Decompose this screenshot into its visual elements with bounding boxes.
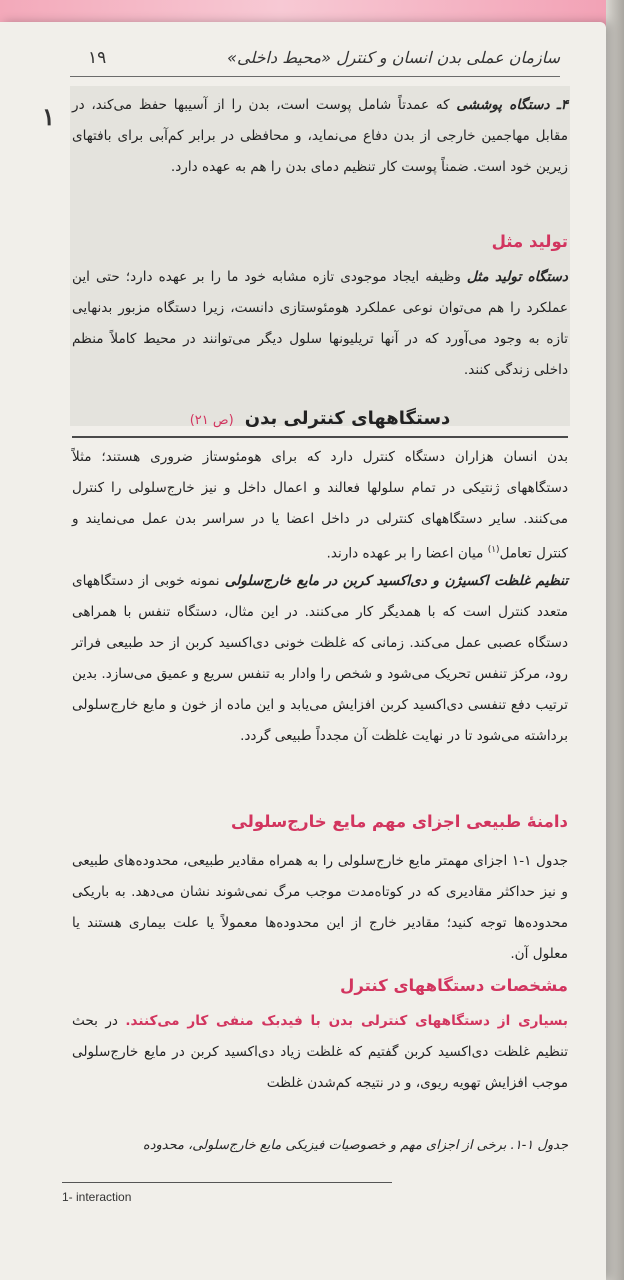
control-systems-title: دستگاههای کنترلی بدن [244,408,451,429]
control-systems-page-ref: (ص ۲۱) [189,413,234,428]
characteristics-lead: بسیاری از دستگاههای کنترلی بدن با فیدبک منفی کار می‌کنند. [125,1013,568,1029]
characteristics-paragraph [72,1006,568,1099]
item-4-text: که عمدتاً شامل پوست است، بدن را از آسیبها حفظ می‌کند، در مقابل مهاجمین خارجی از بدن دفاع می‌نماید، و محافظی در برابر کم‌آبی برای بافتهای زیرین خود است. ضمناً پوست کار تنظیم دمای بدن را هم به عهده دارد. [72,97,568,175]
reproduction-text: وظیفه ایجاد موجودی تازه مشابه خود ما را بر عهده دارد؛ حتی این عملکرد را هم می‌توان نوعی عملکرد هومئوستازی دانست، زیرا دستگاه مزبور بدنهایی تازه به وجود می‌آورد که در آنها تریلیونها سلول دیگر می‌توانند در محیط کاملاً منظم داخلی زندگی کنند. [72,269,568,378]
normal-range-paragraph [72,846,568,970]
footnote-marker: (۱) [487,545,500,555]
normal-range-heading: دامنهٔ طبیعی اجزای مهم مایع خارج‌سلولی [230,812,568,831]
characteristics-heading: مشخصات دستگاههای کنترل [340,976,568,995]
control-systems-paragraph-1 [72,442,568,570]
reproduction-heading: تولید مثل [491,232,568,251]
normal-range-text: جدول ۱-۱ اجزای مهمتر مایع خارج‌سلولی را به همراه مقادیر طبیعی، محدوده‌های طبیعی و نیز حداکثر مقادیری که در کوتاه‌مدت موجب مرگ نمی‌شوند نشان می‌دهد. به باریکی محدوده‌ها توجه کنید؛ مقادیر خارج از این محدوده‌ها معمولاً یا علت بیماری هستند یا معلول آن. [72,853,568,962]
table-caption-text: جدول ۱-۱. برخی از اجزای مهم و خصوصیات فیزیکی مایع خارج‌سلولی، محدوده [142,1138,568,1153]
characteristics-text: در بحث تنظیم غلظت دی‌اکسید کربن گفتیم که غلظت زیاد دی‌اکسید کربن در مایع خارج‌سلولی موجب افزایش تهویه ریوی، و در نتیجه کم‌شدن غلظت [72,1013,568,1091]
control-para1-a: بدن انسان هزاران دستگاه کنترل دارد که برای هومئوستاز ضروری هستند؛ مثلاً دستگاههای ژنتیکی در تمام سلولها فعالند و اعمال داخل و نیز خارج‌سلولی را کنترل می‌کنند. سایر دستگاههای کنترلی در داخل اعضا یا در سراسر بدن عمل می‌نمایند و کنترل تعامل [72,449,568,562]
footnote-rule [62,1182,392,1183]
running-header [70,48,560,77]
control-para2-lead: تنظیم غلظت اکسیژن و دی‌اکسید کربن در مایع خارج‌سلولی [224,573,568,589]
control-para1-b: میان اعضا را بر عهده دارند. [326,545,488,562]
page-number: ۱۹ [88,48,107,68]
reproduction-lead: دستگاه تولید مثل [466,269,568,285]
reproduction-paragraph [72,262,568,386]
item-4-lead: ۴ـ دستگاه پوششی [456,97,569,113]
control-systems-paragraph-2 [72,566,568,752]
margin-mark: ۱ [42,102,55,131]
item-4-paragraph [72,90,568,183]
table-caption [72,1130,568,1161]
page-edge [606,0,624,1280]
running-title: سازمان عملی بدن انسان و کنترل «محیط داخلی» [227,48,560,67]
control-systems-heading [72,408,568,438]
footnote: 1- interaction [62,1190,132,1204]
control-para2-text: نمونه خوبی از دستگاههای متعدد کنترل است که با همدیگر کار می‌کنند. در این مثال، دستگاه تنفس با همراهی دستگاه عصبی عمل می‌کند. زمانی که غلظت خونی دی‌اکسید کربن از حد طبیعی فراتر رود، مرکز تنفس تحریک می‌شود و شخص را وادار به تنفس سریع و عمیق می‌سازد. بدین ترتیب دفع تنفسی دی‌اکسید کربن افزایش می‌یابد و این ماده از خون و مایع خارج‌سلولی برداشته می‌شود تا در نهایت غلظت آن مجدداً طبیعی گردد. [72,573,568,744]
